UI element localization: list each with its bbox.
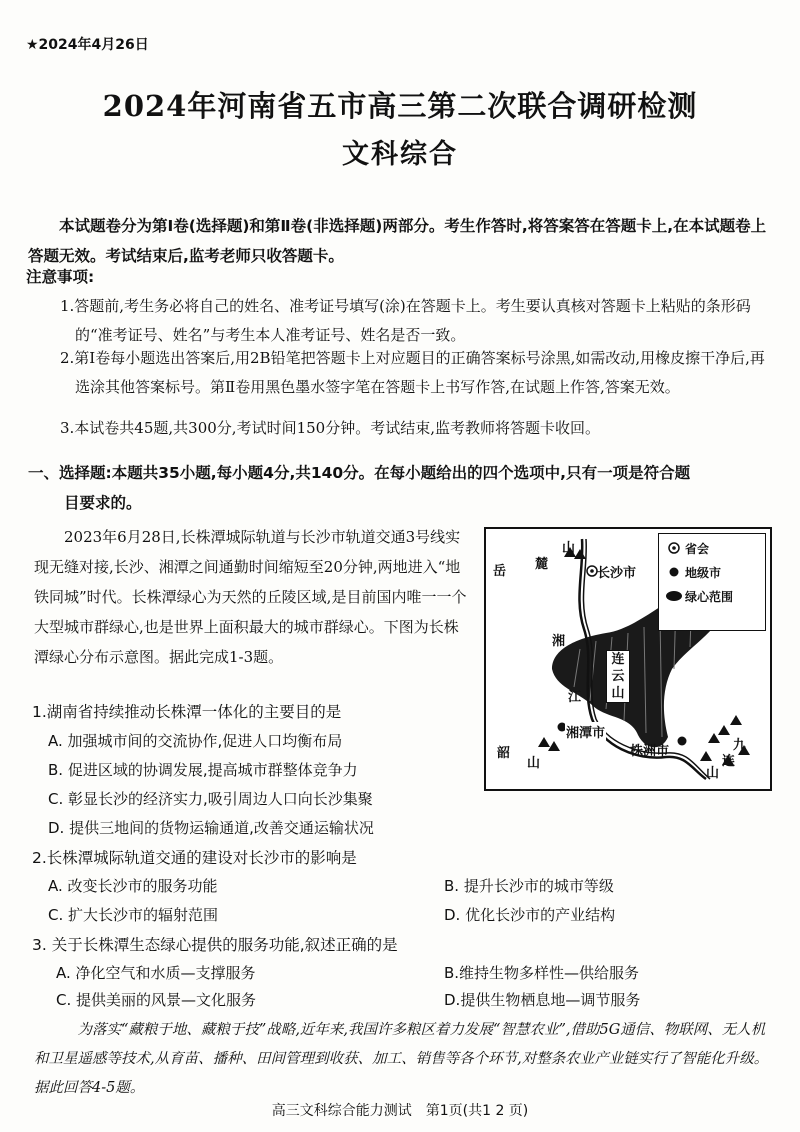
map-label-lu: 麓 — [535, 557, 549, 572]
question-1-option-c: C. 彰显长沙的经济实力,吸引周边人口向长沙集聚 — [48, 790, 373, 808]
note-item-3: 3.本试卷共45题,共300分,考试时间150分钟。考试结束,监考教师将答题卡收回。 — [60, 419, 600, 437]
note-item-1: 1.答题前,考生务必将自己的姓名、准考证号填写(涂)在答题卡上。考生要认真核对答题卡上粘贴的条形码的“准考证号、姓名”与考生本人准考证号、姓名是否一致。 — [60, 297, 751, 344]
question-2-option-a: A. 改变长沙市的服务功能 — [48, 877, 218, 895]
question-3-option-d: D.提供生物栖息地—调节服务 — [444, 991, 641, 1009]
question-1-stem: 1.湖南省持续推动长株潭一体化的主要目的是 — [32, 703, 342, 721]
story-paragraph-1: 2023年6月28日,长株潭城际轨道与长沙市轨道交通3号线实现无缝对接,长沙、湘潭之间通勤时间缩短至20分钟,两地进入“地铁同城”时代。长株潭绿心为天然的丘陵区域,是目前国内唯一一个大型城市群绿心,也是世界上面积最大的城市群绿心。下图为长株潭绿心分布示意图。据此完成1-3题。 — [34, 528, 467, 666]
question-2-option-c: C. 扩大长沙市的辐射范围 — [48, 906, 219, 924]
story-paragraph-2: 为落实“藏粮于地、藏粮于技”战略,近年来,我国许多粮区着力发展“智慧农业”,借助5G通信、物联网、无人机和卫星遥感等技术,从育苗、播种、田间管理到收获、加工、销售等各个环节,对整条农业产业链实行了智能化升级。据此回答4-5题。 — [34, 1022, 769, 1096]
question-3-option-c: C. 提供美丽的风景—文化服务 — [56, 991, 257, 1009]
notes-heading: 注意事项: — [26, 268, 95, 286]
legend-label-greenheart: 绿心范围 — [685, 589, 734, 604]
map-legend — [658, 533, 766, 631]
map-label-lian1: 连 — [611, 652, 625, 667]
section-line-2: 目要求的。 — [64, 494, 142, 512]
legend-item-capital — [659, 536, 765, 560]
legend-item-greenheart — [659, 584, 765, 608]
page-footer: 高三文科综合能力测试 第1页(共1 2 页) — [271, 1103, 529, 1119]
question-2-stem: 2.长株潭城际轨道交通的建设对长沙市的影响是 — [32, 849, 357, 867]
city-label-zhuzhou: 株洲市 — [630, 744, 670, 759]
note-item-2: 2.第Ⅰ卷每小题选出答案后,用2B铅笔把答题卡上对应题目的正确答案标号涂黑,如需改动,用橡皮擦干净后,再选涂其他答案标号。第Ⅱ卷用黑色墨水签字笔在答题卡上书写作答,在试题上作答,答案无效。 — [60, 349, 765, 396]
legend-item-city — [659, 560, 765, 584]
map-label-shan1: 山 — [562, 541, 576, 556]
map-label-shan4: 山 — [706, 766, 720, 781]
question-1-option-d: D. 提供三地间的货物运输通道,改善交通运输状况 — [48, 819, 374, 837]
exam-date: ★2024年4月26日 — [26, 37, 149, 53]
lianyun-mountain-box — [606, 650, 630, 703]
city-label-changsha: 长沙市 — [597, 566, 637, 581]
question-3-option-a: A. 净化空气和水质—支撑服务 — [56, 964, 256, 982]
section-heading — [28, 458, 778, 518]
map-label-jiu: 九 — [733, 738, 747, 753]
map-label-lian2: 连 — [722, 754, 736, 769]
section-line-1: 一、选择题:本题共35小题,每小题4分,共140分。在每小题给出的四个选项中,只有一项是符合题 — [28, 464, 691, 482]
intro-paragraph: 本试题卷分为第Ⅰ卷(选择题)和第Ⅱ卷(非选择题)两部分。考生作答时,将答案答在答题卡上,在本试题卷上答题无效。考试结束后,监考老师只收答题卡。 — [28, 217, 767, 265]
map-label-xiang: 湘 — [552, 634, 566, 649]
legend-label-capital: 省会 — [685, 541, 710, 556]
question-1-option-b: B. 促进区域的协调发展,提高城市群整体竞争力 — [48, 761, 358, 779]
legend-label-city: 地级市 — [685, 565, 722, 580]
map-label-shao: 韶 — [497, 746, 511, 761]
exam-title: 2024年河南省五市高三第二次联合调研检测 — [102, 89, 698, 123]
map-label-jiang: 江 — [568, 690, 582, 705]
question-2-option-d: D. 优化长沙市的产业结构 — [444, 906, 616, 924]
city-label-xiangtan: 湘潭市 — [565, 722, 606, 741]
capital-symbol-icon — [665, 541, 683, 555]
question-3-option-b: B.维持生物多样性—供给服务 — [444, 964, 640, 982]
city-dot-icon — [665, 565, 683, 579]
question-3-stem: 3. 关于长株潭生态绿心提供的服务功能,叙述正确的是 — [32, 936, 398, 954]
map-label-shan3: 山 — [527, 756, 541, 771]
exam-subtitle: 文科综合 — [342, 139, 458, 170]
greenheart-swatch-icon — [665, 590, 683, 602]
question-1-option-a: A. 加强城市间的交流协作,促进人口均衡布局 — [48, 732, 343, 750]
map-label-yun: 云 — [611, 669, 625, 684]
question-2-option-b: B. 提升长沙市的城市等级 — [444, 877, 614, 895]
map-label-yue: 岳 — [493, 564, 507, 579]
map-label-shan2: 山 — [611, 686, 625, 701]
